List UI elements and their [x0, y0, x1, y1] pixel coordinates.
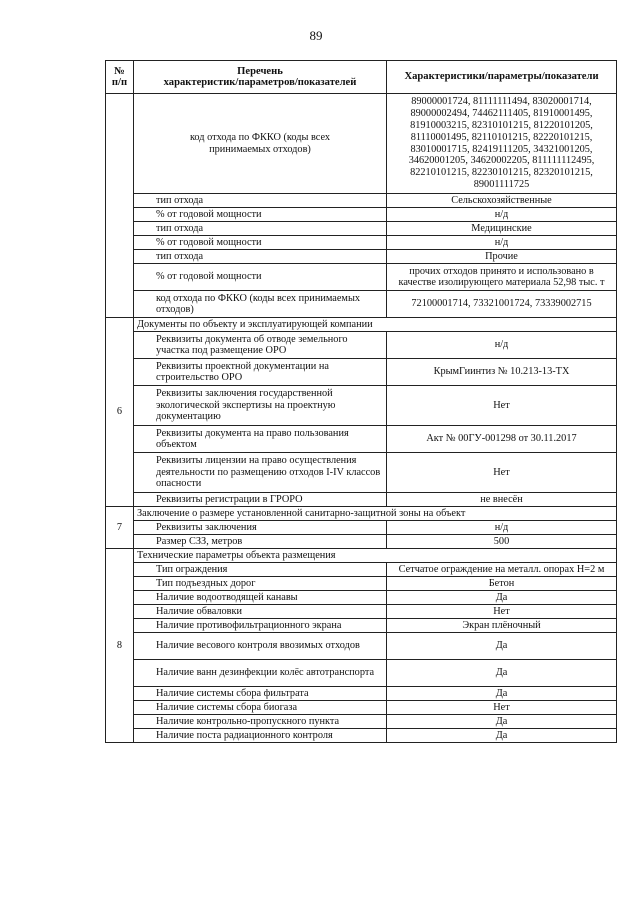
row-name: Размер СЗЗ, метров — [134, 535, 387, 549]
characteristics-table — [105, 60, 617, 743]
section-number: 6 — [106, 318, 134, 507]
table-row — [106, 453, 617, 493]
table-row — [106, 94, 617, 194]
row-value: 89000001724, 81111111494, 83020001714, 89000002494, 74462111405, 81910001495, 81910003215, 82310101215, 81220101205, 81110001495, 82110101215, 82220101215, 83010001715, 82419111205, 34321001205, 34620001205, 34620002205, 811111112495, 82210101215, 82230101215, 82320101215, 89001111725 — [387, 94, 617, 194]
row-value: Экран плёночный — [387, 619, 617, 633]
row-value: Прочие — [387, 250, 617, 264]
section-number: 8 — [106, 549, 134, 743]
table-row — [106, 660, 617, 687]
row-name: Реквизиты лицензии на право осуществления деятельности по размещению отходов I-IV классов опасности — [134, 453, 387, 493]
row-name: Реквизиты документа на право пользования объектом — [134, 426, 387, 453]
row-value: не внесён — [387, 493, 617, 507]
page-number: 89 — [309, 28, 323, 43]
table-row — [106, 687, 617, 701]
row-value: прочих отходов принято и использовано в качестве изолирующего материала 52,98 тыс. т — [387, 264, 617, 291]
row-value: Сетчатое ограждение на металл. опорах Н=2 м — [387, 563, 617, 577]
row-name: код отхода по ФККО (коды всех принимаемых отходов) — [134, 291, 387, 318]
section-title: Технические параметры объекта размещения — [134, 549, 617, 563]
row-name: Наличие водоотводящей канавы — [134, 591, 387, 605]
header-name: Перечень характеристик/параметров/показателей — [134, 61, 387, 94]
header-value: Характеристики/параметры/показатели — [387, 61, 617, 94]
row-value: н/д — [387, 236, 617, 250]
row-name: Наличие обваловки — [134, 605, 387, 619]
row-value: КрымГиинтиз № 10.213-13-ТХ — [387, 359, 617, 386]
row-name: % от годовой мощности — [134, 236, 387, 250]
row-name: Реквизиты проектной документации на строительство ОРО — [134, 359, 387, 386]
row-number-cell — [106, 94, 134, 318]
table-row — [106, 194, 617, 208]
row-value: Акт № 00ГУ-001298 от 30.11.2017 — [387, 426, 617, 453]
row-name: Наличие ванн дезинфекции колёс автотранспорта — [134, 660, 387, 687]
row-value: Да — [387, 591, 617, 605]
table-row — [106, 563, 617, 577]
section-row — [106, 507, 617, 521]
section-title: Документы по объекту и эксплуатирующей компании — [134, 318, 617, 332]
row-name: Наличие противофильтрационного экрана — [134, 619, 387, 633]
header-num: № п/п — [106, 61, 134, 94]
row-name: Тип подъездных дорог — [134, 577, 387, 591]
table-row — [106, 264, 617, 291]
row-name: Реквизиты заключения — [134, 521, 387, 535]
row-name: Наличие поста радиационного контроля — [134, 729, 387, 743]
row-name: Наличие весового контроля ввозимых отходов — [134, 633, 387, 660]
row-name: тип отхода — [134, 250, 387, 264]
row-name: Реквизиты регистрации в ГРОРО — [134, 493, 387, 507]
row-value: 500 — [387, 535, 617, 549]
table-row — [106, 591, 617, 605]
table-row — [106, 619, 617, 633]
row-name: Наличие контрольно-пропускного пункта — [134, 715, 387, 729]
table-row — [106, 701, 617, 715]
row-value: 72100001714, 73321001724, 73339002715 — [387, 291, 617, 318]
table-row — [106, 605, 617, 619]
section-row — [106, 318, 617, 332]
table-header-row — [106, 61, 617, 94]
row-value: Да — [387, 687, 617, 701]
row-name: тип отхода — [134, 222, 387, 236]
row-name: Реквизиты заключения государственной экологической экспертизы на проектную документацию — [134, 386, 387, 426]
row-value: Медицинские — [387, 222, 617, 236]
table-row — [106, 633, 617, 660]
row-value: Нет — [387, 605, 617, 619]
table-row — [106, 332, 617, 359]
table-row — [106, 208, 617, 222]
table-row — [106, 359, 617, 386]
row-value: н/д — [387, 332, 617, 359]
row-value: Нет — [387, 386, 617, 426]
table-row — [106, 535, 617, 549]
row-name: тип отхода — [134, 194, 387, 208]
row-value: Да — [387, 660, 617, 687]
row-value: н/д — [387, 208, 617, 222]
table-row — [106, 291, 617, 318]
row-name: Наличие системы сбора фильтрата — [134, 687, 387, 701]
table-row — [106, 493, 617, 507]
row-name: % от годовой мощности — [134, 264, 387, 291]
section-title: Заключение о размере установленной санитарно-защитной зоны на объект — [134, 507, 617, 521]
table-row — [106, 521, 617, 535]
table-row — [106, 715, 617, 729]
row-name: Тип ограждения — [134, 563, 387, 577]
table-row — [106, 729, 617, 743]
row-value: Бетон — [387, 577, 617, 591]
row-value: Нет — [387, 701, 617, 715]
row-value: Да — [387, 715, 617, 729]
row-value: Да — [387, 633, 617, 660]
row-value: н/д — [387, 521, 617, 535]
row-value: Сельскохозяйственные — [387, 194, 617, 208]
table-row — [106, 222, 617, 236]
row-name: Реквизиты документа об отводе земельного участка под размещение ОРО — [134, 332, 387, 359]
table-row — [106, 577, 617, 591]
section-number: 7 — [106, 507, 134, 549]
row-value: Нет — [387, 453, 617, 493]
row-name: Наличие системы сбора биогаза — [134, 701, 387, 715]
table-row — [106, 426, 617, 453]
section-row — [106, 549, 617, 563]
row-name: код отхода по ФККО (коды всех принимаемых отходов) — [134, 94, 387, 194]
table-row — [106, 386, 617, 426]
row-value: Да — [387, 729, 617, 743]
table-row — [106, 236, 617, 250]
table-row — [106, 250, 617, 264]
row-name: % от годовой мощности — [134, 208, 387, 222]
